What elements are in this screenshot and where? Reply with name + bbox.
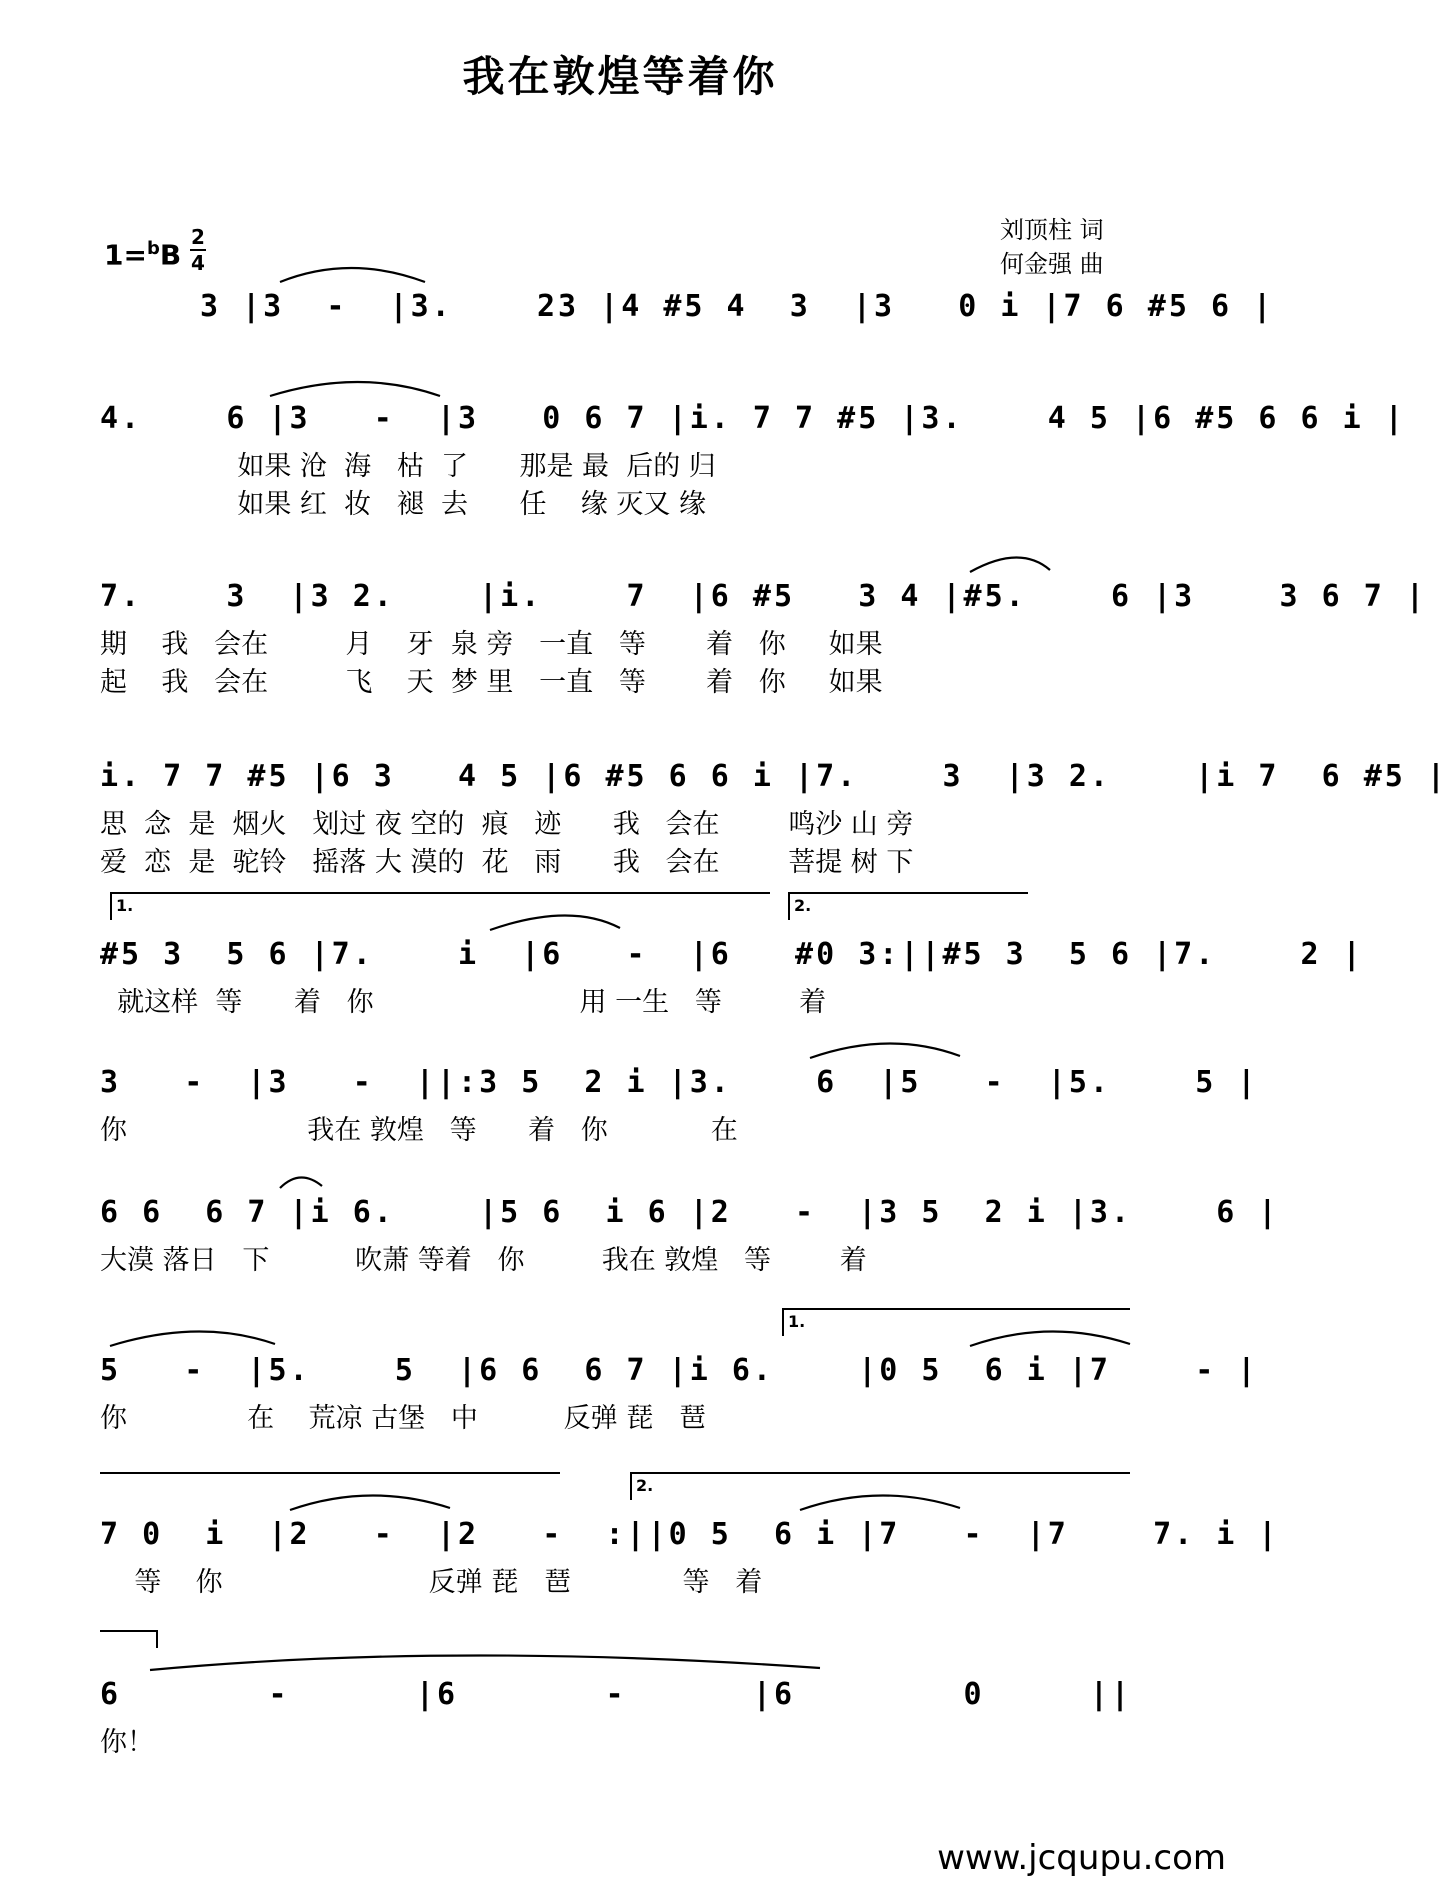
notation-row: i. 7 7 #5 |6 3 4 5 |6 #5 6 6 i |7. 3 |3 2. |i 7 6 #5 | — [100, 759, 1448, 794]
first-ending-bracket: 1. — [110, 892, 770, 920]
lyric-verse-2: 如果 红 妆 褪 去 任 缘 灭又 缘 — [100, 489, 706, 520]
notation-row: #5 3 5 6 |7. i |6 - |6 #0 3:||#5 3 5 6 |7. 2 | — [100, 937, 1364, 972]
notation-row: 7 0 i |2 - |2 - :||0 5 6 i |7 - |7 7. i | — [100, 1517, 1280, 1552]
first-ending-bracket: 1. — [782, 1308, 1130, 1336]
lyric-verse-2: 起 我 会在 飞 天 梦 里 一直 等 着 你 如果 — [100, 667, 883, 698]
key-note: B — [159, 238, 182, 272]
lyric-verse-1: 思 念 是 烟火 划过 夜 空的 痕 迹 我 会在 鸣沙 山 旁 — [100, 809, 914, 840]
site-watermark: www.jcqupu.com — [937, 1838, 1226, 1878]
notation-row: 3 |3 - |3. 23 |4 #5 4 3 |3 0 i |7 6 #5 6 | — [200, 289, 1275, 324]
tie-marks — [100, 1158, 1130, 1218]
lyric-verse-1: 等 你 反弹 琵 琶 等 着 — [100, 1567, 763, 1598]
key-prefix: 1= — [104, 238, 147, 272]
notation-row: 7. 3 |3 2. |i. 7 |6 #5 3 4 |#5. 6 |3 3 6 7 | — [100, 579, 1427, 614]
second-ending-bracket: 2. — [630, 1472, 1130, 1500]
lyric-verse-1: 如果 沧 海 枯 了 那是 最 后的 归 — [100, 451, 716, 482]
tie-marks — [100, 542, 1130, 602]
lyric-verse-1: 期 我 会在 月 牙 泉 旁 一直 等 着 你 如果 — [100, 629, 883, 660]
tie-marks — [100, 366, 1130, 426]
lyric-verse-1: 就这样 等 着 你 用 一生 等 着 — [100, 987, 827, 1018]
lyric-verse-1: 你 在 荒凉 古堡 中 反弹 琵 琶 — [100, 1403, 706, 1434]
tie-marks — [100, 1640, 1130, 1700]
notation-row: 5 - |5. 5 |6 6 6 7 |i 6. |0 5 6 i |7 - | — [100, 1353, 1259, 1388]
time-top: 2 — [191, 225, 205, 249]
lyric-verse-2: 爱 恋 是 驼铃 摇落 大 漠的 花 雨 我 会在 菩提 树 下 — [100, 847, 914, 878]
score-line-10 — [100, 1670, 1133, 1850]
notation-row: 6 - |6 - |6 0 || — [100, 1677, 1133, 1712]
composer-credit: 何金强 曲 — [1000, 250, 1104, 278]
tie-marks — [100, 1316, 1130, 1376]
lyricist-credit: 刘顶柱 词 — [1000, 216, 1104, 244]
tie-marks — [100, 1480, 1130, 1540]
tie-marks — [100, 1028, 1130, 1088]
notation-row: 4. 6 |3 - |3 0 6 7 |i. 7 7 #5 |3. 4 5 |6 #5 6 6 i | — [100, 401, 1406, 436]
key-signature — [104, 238, 181, 271]
lyric-verse-1: 你！ — [100, 1727, 154, 1758]
score-line-3 — [100, 572, 1427, 752]
notation-row: 3 - |3 - ||:3 5 2 i |3. 6 |5 - |5. 5 | — [100, 1065, 1259, 1100]
tie-marks — [200, 252, 1130, 312]
second-ending-bracket: 2. — [788, 892, 1028, 920]
time-bottom: 4 — [191, 251, 205, 275]
song-title: 我在敦煌等着你 — [462, 52, 778, 101]
lyric-verse-1: 你 我在 敦煌 等 着 你 在 — [100, 1115, 738, 1146]
key-flat: b — [146, 238, 160, 259]
lyric-verse-1: 大漠 落日 下 吹萧 等着 你 我在 敦煌 等 着 — [100, 1245, 867, 1276]
notation-row: 6 6 6 7 |i 6. |5 6 i 6 |2 - |3 5 2 i |3. 6 | — [100, 1195, 1280, 1230]
first-ending-continuation — [100, 1472, 560, 1474]
tie-marks — [100, 900, 1130, 960]
